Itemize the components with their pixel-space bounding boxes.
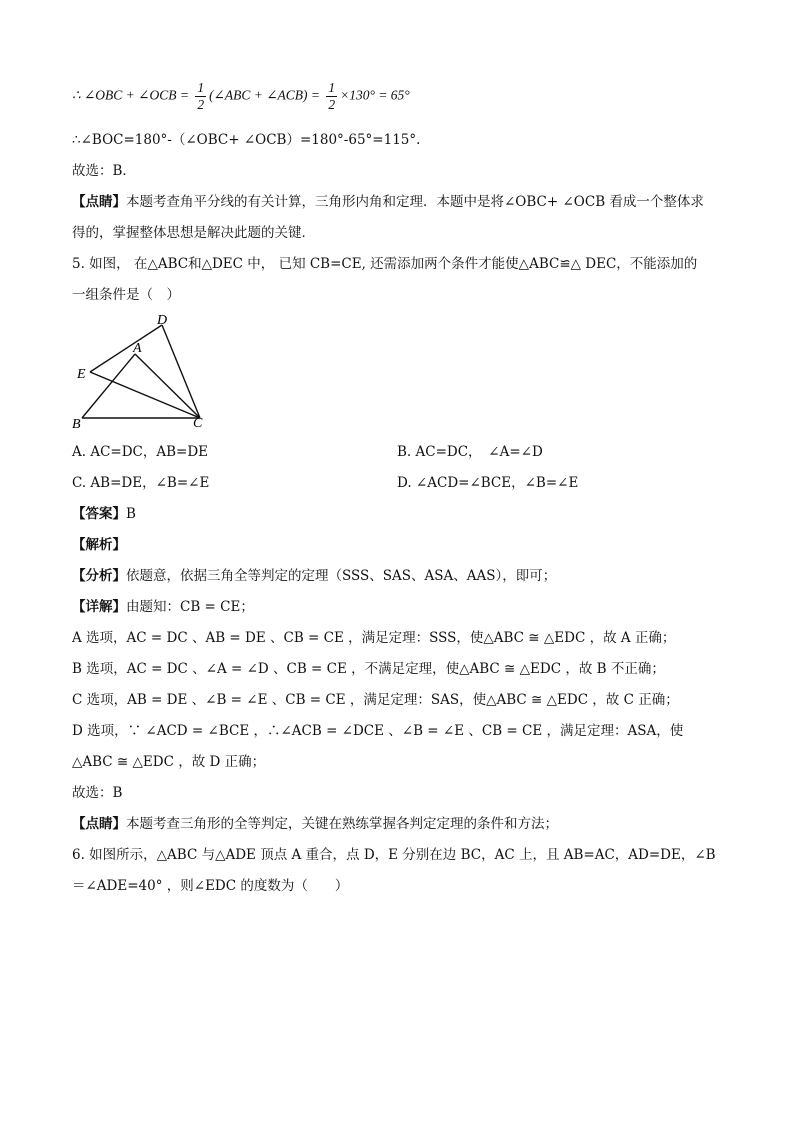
choice-line-q5: 故选：B xyxy=(72,785,123,801)
fenxi-tag: 【分析】 xyxy=(72,568,126,584)
option-b: B. AC=DC， ∠A=∠D xyxy=(397,444,543,460)
answer-value: B xyxy=(126,506,136,522)
dianjing-q4 xyxy=(72,192,704,212)
answer-tag: 【答案】 xyxy=(72,506,126,522)
dianjing-tag: 【点睛】 xyxy=(72,816,126,832)
label-a: A xyxy=(133,341,142,356)
dianjing-q4-cont: 得的，掌握整体思想是解决此题的关键． xyxy=(72,225,315,241)
xiangjie-line xyxy=(72,597,254,617)
formula-prefix: ∴ ∠OBC + ∠OCB = xyxy=(72,87,193,103)
fraction-numerator: 1 xyxy=(328,80,336,95)
option-d: D. ∠ACD=∠BCE，∠B=∠E xyxy=(397,475,579,491)
fenxi-line xyxy=(72,566,556,586)
label-b: B xyxy=(72,417,81,432)
formula-line-1 xyxy=(72,80,410,113)
option-c: C. AB=DE，∠B=∠E xyxy=(72,475,210,491)
jiexi-heading: 【解析】 xyxy=(72,537,126,553)
label-c: C xyxy=(193,416,203,431)
solution-option-a: A 选项，AC = DC 、AB = DE 、CB = CE ，满足定理：SSS，使△ABC ≅ △EDC ，故 A 正确； xyxy=(72,630,676,646)
segment-ab xyxy=(82,354,135,418)
dianjing-q5 xyxy=(72,814,558,834)
option-a: A. AC=DC，AB=DE xyxy=(72,444,209,460)
xiangjie-tag: 【详解】 xyxy=(72,599,126,615)
segment-ac xyxy=(135,354,200,418)
question-5-line-1: 5. 如图， 在△ABC和△DEC 中， 已知 CB=CE, 还需添加两个条件才能使△ABC≌△ DEC，不能添加的 xyxy=(72,256,698,272)
fenxi-text: 依题意，依据三角全等判定的定理（SSS、SAS、ASA、AAS），即可； xyxy=(126,568,557,584)
boc-conclusion: ∴∠BOC=180°-（∠OBC+ ∠OCB）=180°-65°=115°. xyxy=(72,132,421,148)
fraction-half-2 xyxy=(326,80,337,113)
formula-suffix: ×130° = 65° xyxy=(340,87,410,103)
formula-middle: (∠ABC + ∠ACB) = xyxy=(209,87,324,103)
label-e: E xyxy=(77,367,86,382)
dianjing-tag: 【点睛】 xyxy=(72,194,126,210)
solution-option-d-1: D 选项，∵ ∠ACD = ∠BCE ，∴∠ACB = ∠DCE 、∠B = ∠E 、CB = CE ，满足定理：ASA，使 xyxy=(72,723,684,739)
answer-line xyxy=(72,504,136,524)
solution-option-d-2: △ABC ≅ △EDC ，故 D 正确； xyxy=(72,754,266,770)
question-5-line-2: 一组条件是（ ） xyxy=(72,287,180,303)
dianjing-text: 本题考查角平分线的有关计算，三角形内角和定理．本题中是将∠OBC+ ∠OCB 看成一个整体求 xyxy=(126,194,704,210)
triangle-figure xyxy=(68,312,218,432)
solution-option-b: B 选项，AC = DC 、∠A = ∠D 、CB = CE ，不满足定理，使△ABC ≅ △EDC ，故 B 不正确； xyxy=(72,661,665,677)
fraction-half-1 xyxy=(195,80,206,113)
choice-line-q4: 故选：B． xyxy=(72,163,136,179)
fraction-denominator: 2 xyxy=(328,97,336,112)
question-6-line-2: ＝∠ADE=40° ，则∠EDC 的度数为（ ） xyxy=(72,878,349,894)
question-6-line-1: 6. 如图所示，△ABC 与△ADE 顶点 A 重合，点 D，E 分别在边 BC，AC 上，且 AB=AC，AD=DE，∠B xyxy=(72,847,716,863)
dianjing-text: 本题考查三角形的全等判定，关键在熟练掌握各判定定理的条件和方法； xyxy=(126,816,558,832)
label-d: D xyxy=(157,313,168,328)
solution-option-c: C 选项，AB = DE 、∠B = ∠E 、CB = CE ，满足定理：SAS，使△ABC ≅ △EDC ，故 C 正确； xyxy=(72,692,679,708)
fraction-denominator: 2 xyxy=(197,97,205,112)
fraction-numerator: 1 xyxy=(197,80,205,95)
xiangjie-text: 由题知：CB = CE； xyxy=(126,599,254,615)
